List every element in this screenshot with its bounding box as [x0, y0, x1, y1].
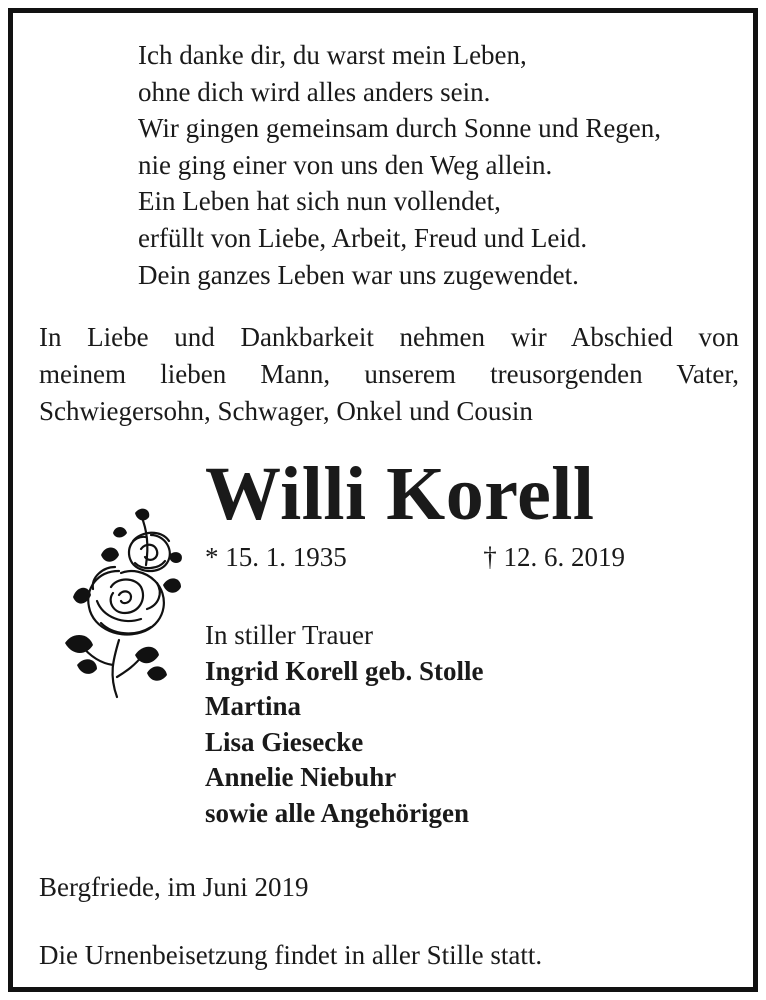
- poem: [138, 37, 758, 293]
- obituary-frame: [8, 8, 758, 992]
- poem-line: nie ging einer von uns den Weg allein.: [138, 149, 553, 180]
- poem-line: ohne dich wird alles anders sein.: [138, 76, 491, 107]
- mourner-name: Ingrid Korell geb. Stolle: [205, 655, 484, 686]
- rose-icon: [51, 505, 191, 705]
- birth-date: * 15. 1. 1935: [205, 542, 347, 572]
- mourner-name: sowie alle Angehörigen: [205, 797, 469, 828]
- mourning-heading: In stiller Trauer: [205, 620, 373, 650]
- poem-line: Ein Leben hat sich nun vollendet,: [138, 186, 501, 217]
- mourner-name: Lisa Giesecke: [205, 726, 364, 757]
- farewell-line: Schwiegersohn, Schwager, Onkel und Cousin: [39, 395, 533, 426]
- death-date: † 12. 6. 2019: [483, 542, 625, 572]
- farewell-line: In Liebe und Dankbarkeit nehmen wir Abschied von: [39, 322, 739, 352]
- poem-line: Dein ganzes Leben war uns zugewendet.: [138, 259, 579, 290]
- farewell-line: meinem lieben Mann, unserem treusorgenden Vater,: [39, 358, 739, 389]
- poem-line: Ich danke dir, du warst mein Leben,: [138, 40, 527, 70]
- place-date: Bergfriede, im Juni 2019: [39, 872, 309, 902]
- mourners-block: [205, 618, 484, 832]
- burial-note: Die Urnenbeisetzung findet in aller Stille statt.: [39, 940, 543, 970]
- deceased-name: Willi Korell: [205, 452, 595, 536]
- poem-line: Wir gingen gemeinsam durch Sonne und Regen,: [138, 113, 662, 144]
- mourner-name: Martina: [205, 691, 301, 722]
- mourner-name: Annelie Niebuhr: [205, 762, 397, 793]
- poem-line: erfüllt von Liebe, Arbeit, Freud und Leid.: [138, 222, 588, 253]
- life-dates: [205, 539, 625, 575]
- farewell-text: [39, 319, 739, 429]
